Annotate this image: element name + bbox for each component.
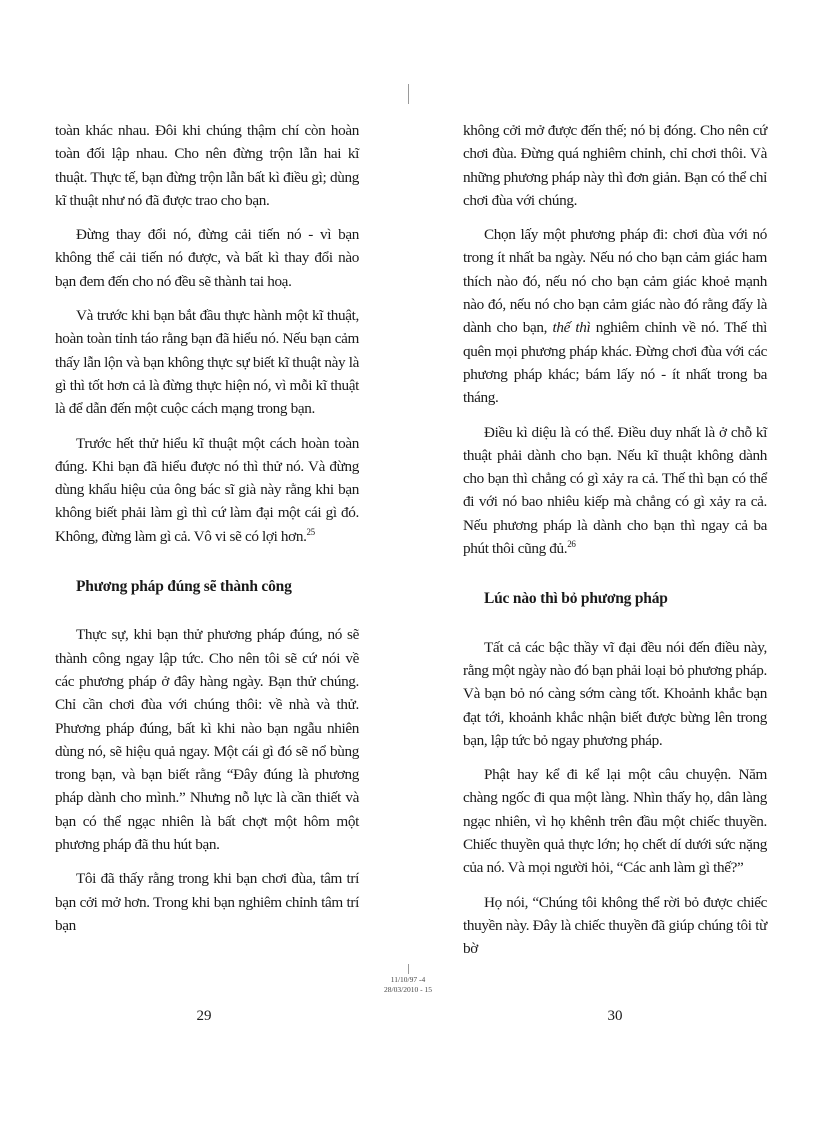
paragraph-text: Điều kì diệu là có thể. Điều duy nhất là ở chỗ kĩ thuật phải dành cho bạn. Nếu kĩ thuật không dành cho bạn thì chẳng có gì xảy ra cả. Thế thì bạn có thể đi với nó bao nhiêu kiếp mà chẳng có gì xảy ra cả. Nếu phương pháp là dành cho bạn thì ngay cả ba phút thôi cũng đủ. bbox=[463, 423, 767, 558]
paragraph bbox=[463, 421, 767, 561]
page-number-left: 29 bbox=[196, 1008, 212, 1024]
paragraph: Họ nói, “Chúng tôi không thể rời bỏ được chiếc thuyền này. Đây là chiếc thuyền đã giúp chúng tôi từ bờ bbox=[463, 893, 767, 958]
left-page-column bbox=[55, 119, 359, 948]
print-footer-info bbox=[368, 964, 448, 995]
footnote-ref: 25 bbox=[306, 526, 315, 537]
paragraph: Và trước khi bạn bắt đầu thực hành một kĩ thuật, hoàn toàn tỉnh táo rằng bạn đã hiểu nó. Nếu bạn cảm thấy lẫn lộn và bạn không thực sự biết kĩ thuật này là gì thì tốt hơn cả là đừng thực hiện nó, vì mỗi kĩ thuật là để dẫn đến một cuộc cách mạng trong bạn. bbox=[55, 307, 359, 418]
section-heading: Phương pháp đúng sẽ thành công bbox=[76, 578, 292, 596]
paragraph-text: Chọn lấy một phương pháp đi: chơi đùa với nó trong ít nhất ba ngày. Nếu nó cho bạn cảm giác ham thích nào đó, nếu nó cho bạn cảm giác khoẻ mạnh nào đó, nếu nó cho bạn cảm giác nào đó rằng đấy là dành cho bạn, bbox=[463, 226, 767, 337]
paragraph bbox=[55, 432, 359, 548]
page-number-right: 30 bbox=[607, 1008, 623, 1024]
paragraph-text: nghiêm chỉnh về nó. Thế thì quên mọi phương pháp khác. Đừng chơi đùa với các phương pháp khác; bám lấy nó - ít nhất trong ba tháng. bbox=[463, 319, 768, 407]
paragraph: không cởi mở được đến thế; nó bị đóng. Cho nên cứ chơi đùa. Đừng quá nghiêm chỉnh, chỉ chơi thôi. Và những phương pháp này thì đơn giản. Bạn có thể chỉ chơi đùa với chúng. bbox=[463, 122, 767, 209]
paragraph: Đừng thay đổi nó, đừng cải tiến nó - vì bạn không thể cải tiến nó được, và bất kì thay đổi nào bạn đem đến cho nó đều sẽ thành tai hoạ. bbox=[55, 226, 359, 290]
paragraph-text: Trước hết thử hiểu kĩ thuật một cách hoàn toàn đúng. Khi bạn đã hiểu được nó thì thử nó. Và đừng dùng khẩu hiệu của ông bác sĩ già này rằng khi bạn không biết phải làm gì thì cứ làm đại một cái gì đó. Không, đừng làm gì cả. Vô vi sẽ có lợi hơn. bbox=[55, 434, 359, 545]
paragraph bbox=[463, 223, 767, 409]
section-heading: Lúc nào thì bỏ phương pháp bbox=[484, 590, 668, 608]
footer-line-1: 11/10/97 -4 bbox=[390, 975, 426, 984]
footer-line-2: 28/03/2010 - 15 bbox=[384, 985, 432, 994]
center-fold-mark bbox=[408, 84, 409, 104]
paragraph: toàn khác nhau. Đôi khi chúng thậm chí còn hoàn toàn đối lập nhau. Cho nên đừng trộn lẫn hai kĩ thuật. Thực tế, bạn đừng trộn lẫn bất kì điều gì; dùng kĩ thuật như nó đã được trao cho bạn. bbox=[55, 122, 359, 209]
emphasis-text: thế thì bbox=[552, 319, 591, 337]
footnote-ref: 26 bbox=[567, 539, 576, 550]
right-page-column bbox=[463, 119, 767, 972]
paragraph: Tất cả các bậc thầy vĩ đại đều nói đến điều này, rằng một ngày nào đó bạn phải loại bỏ phương pháp. Và bạn bỏ nó càng sớm càng tốt. Khoảnh khắc bạn đạt tới, khoảnh khắc nhận biết được bừng lên trong bạn, lập tức bỏ ngay phương pháp. bbox=[463, 638, 767, 749]
paragraph: Phật hay kể đi kể lại một câu chuyện. Năm chàng ngốc đi qua một làng. Nhìn thấy họ, dân làng ngạc nhiên, vì họ khênh trên đầu một chiếc thuyền. Chiếc thuyền quả thực lớn; họ chết dí dưới sức nặng của nó. Và mọi người hỏi, “Các anh làm gì thế?” bbox=[463, 766, 767, 877]
paragraph: Thực sự, khi bạn thử phương pháp đúng, nó sẽ thành công ngay lập tức. Cho nên tôi sẽ cứ nói về các phương pháp ở đây hàng ngày. Bạn thử chúng. Chỉ cần chơi đùa với chúng thôi: về nhà và thử. Phương pháp đúng, bất kì khi nào bạn ngẫu nhiên dùng nó, sẽ hiệu quả ngay. Một cái gì đó sẽ nổ bùng trong bạn, và bạn biết rằng “Đây đúng là phương pháp dành cho mình.” Nhưng nỗ lực là cần thiết và bạn có thể ngạc nhiên là bất chợt một hôm một phương pháp đã thu hút bạn. bbox=[55, 626, 359, 854]
center-fold-mark bbox=[408, 964, 409, 974]
paragraph: Tôi đã thấy rằng trong khi bạn chơi đùa, tâm trí bạn cởi mở hơn. Trong khi bạn nghiêm chỉnh tâm trí bạn bbox=[55, 870, 359, 934]
